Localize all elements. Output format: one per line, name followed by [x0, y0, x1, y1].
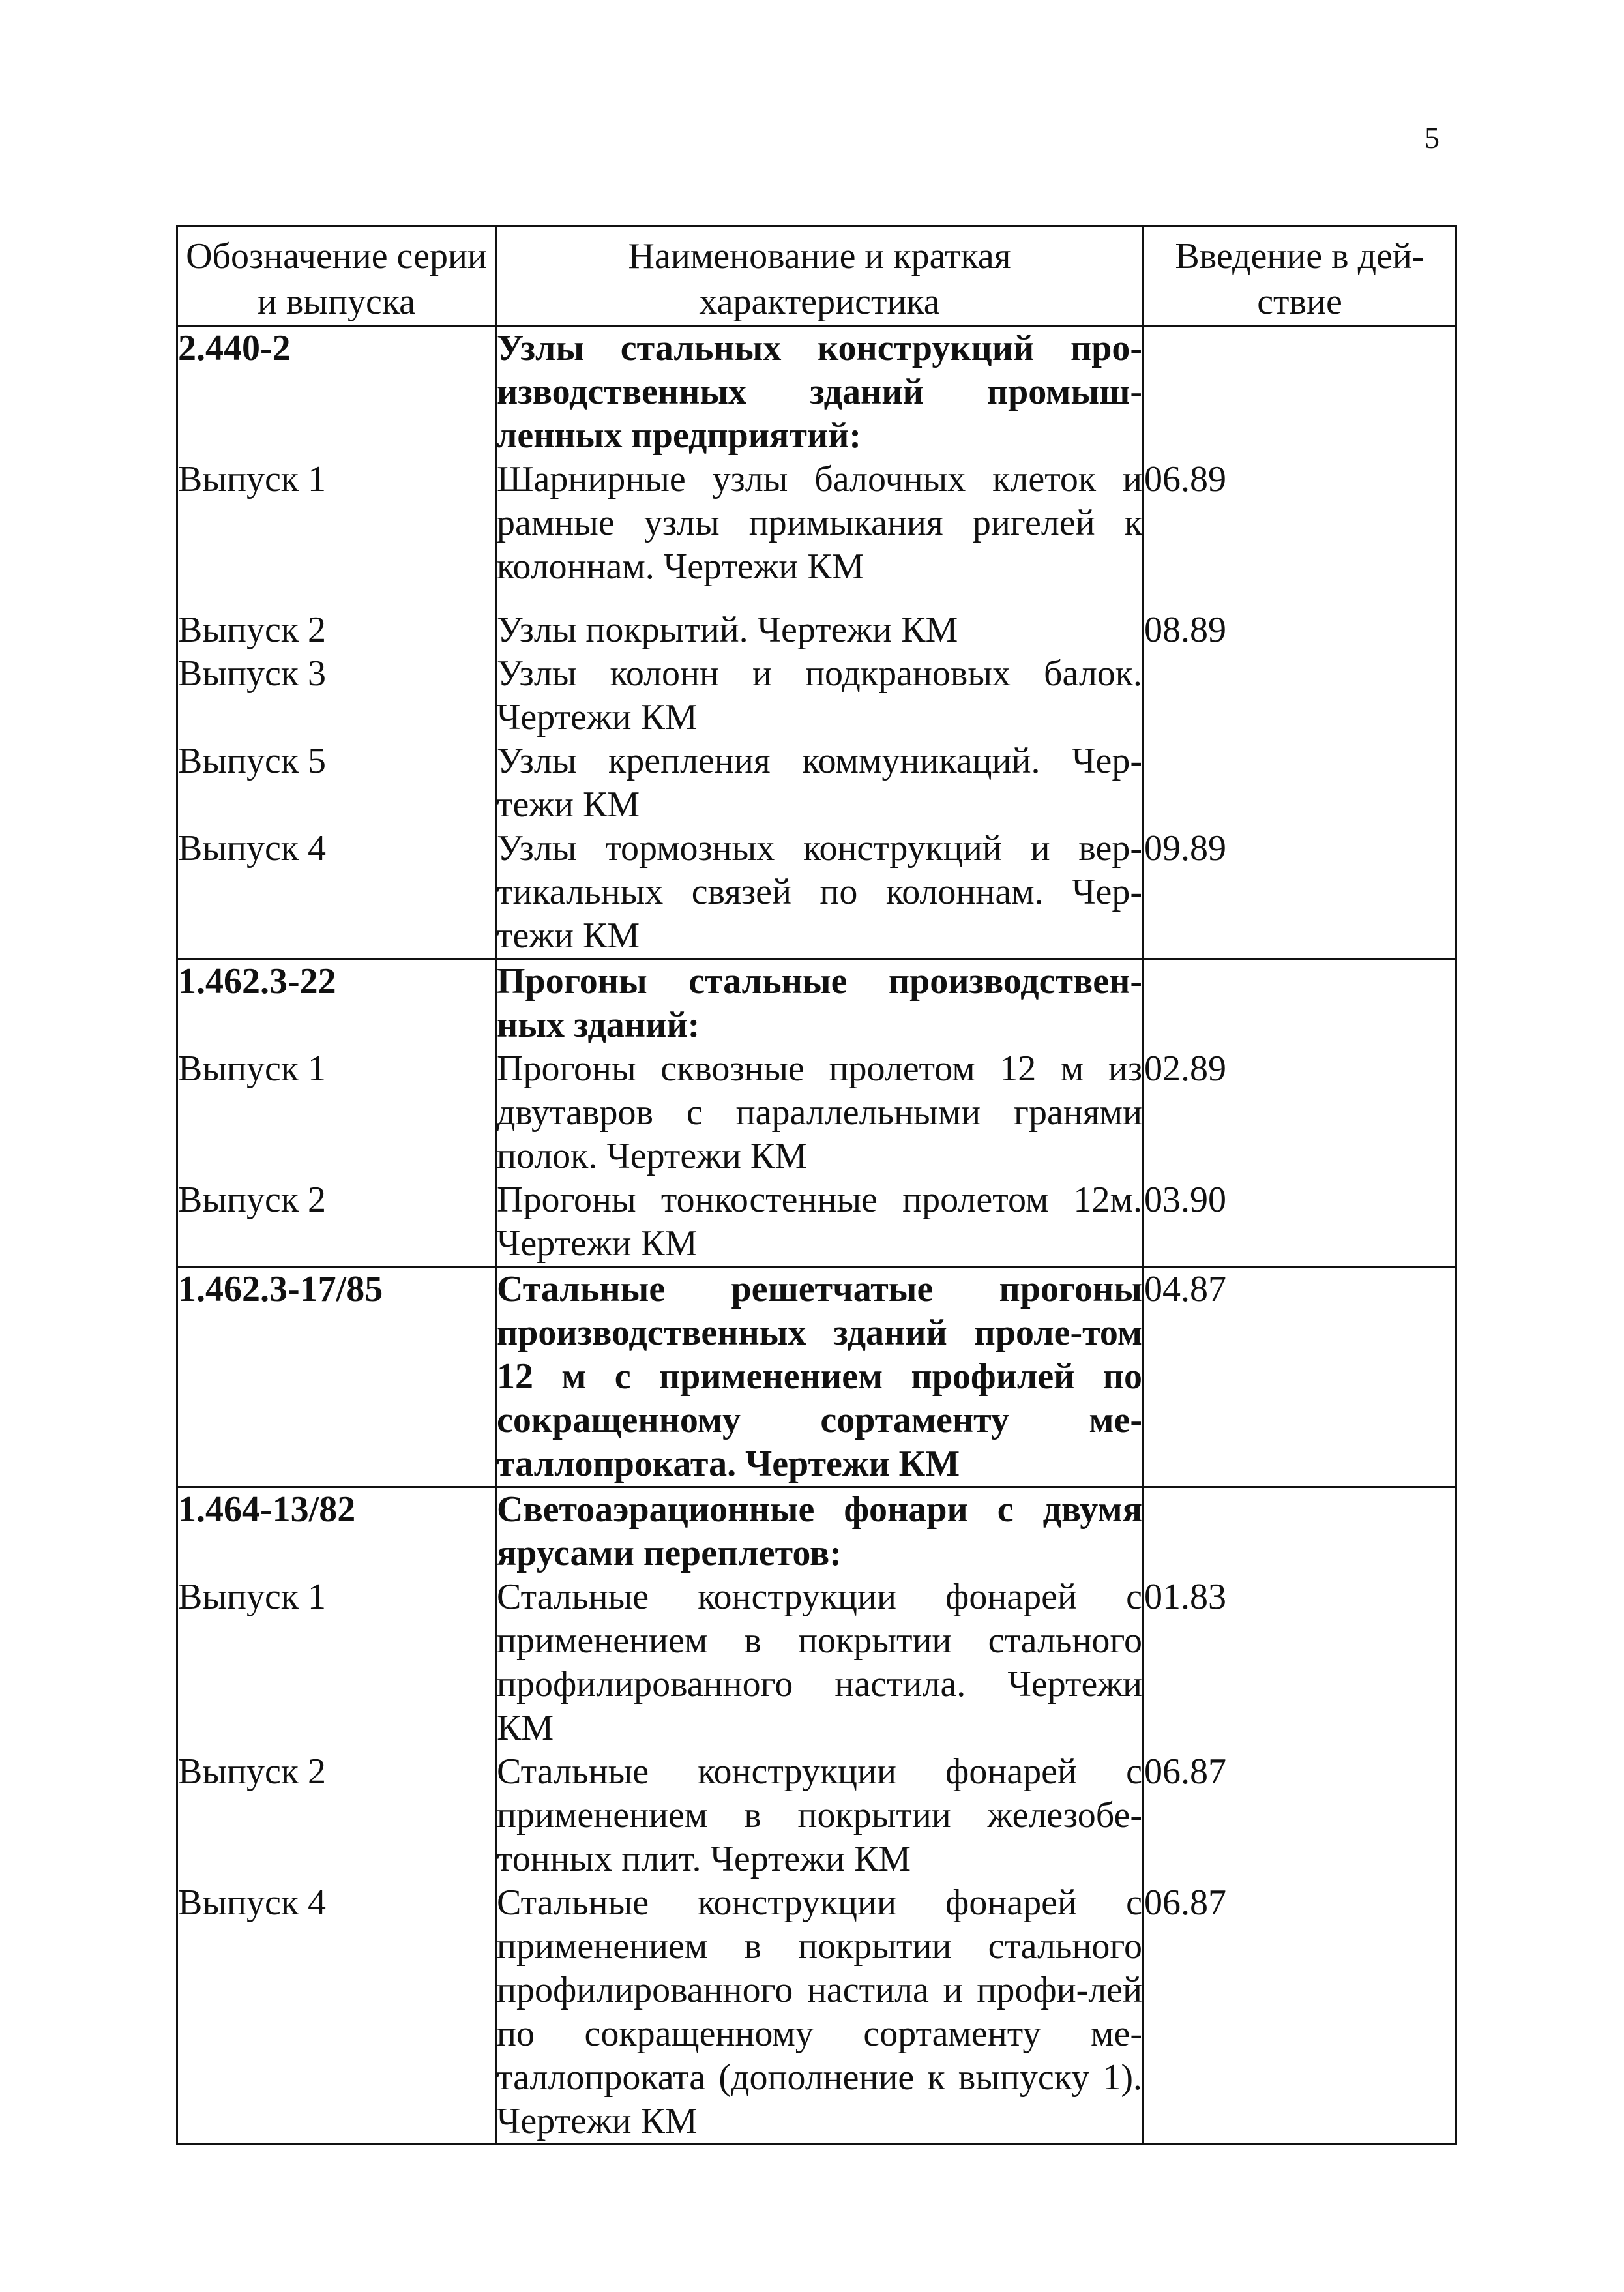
series-date: 04.87 [1144, 1267, 1456, 1487]
issue-date: 06.89 [1144, 458, 1456, 589]
issue-date [1144, 652, 1456, 739]
series-title: Светоаэрационные фонари с двумя ярусами переплетов: [497, 1489, 1142, 1573]
issue-date: 08.89 [1144, 608, 1456, 652]
series-code: 2.440-2 [178, 328, 291, 368]
issue-text: Стальные конструкции фонарей с применением в покрытии железобе-тонных плит. Чертежи КМ [496, 1750, 1144, 1881]
table-row [177, 1487, 1456, 1576]
page-number: 5 [1425, 121, 1439, 155]
series-title: Стальные решетчатые прогоны производственных зданий проле-том 12 м с применением профилей по сокращенному сортаменту ме-таллопроката. Чертежи КМ [497, 1269, 1142, 1484]
series-title: Узлы стальных конструкций про-изводственных зданий промыш-ленных предприятий: [497, 328, 1142, 456]
issue-label: Выпуск 3 [177, 652, 496, 739]
issue-label: Выпуск 1 [177, 458, 496, 589]
table-spacer [177, 589, 1456, 608]
table-row [177, 739, 1456, 827]
header-name-description: Наименование и краткая характеристика [496, 226, 1144, 326]
series-code: 1.464-13/82 [178, 1489, 356, 1530]
issue-text: Узлы покрытий. Чертежи КМ [496, 608, 1144, 652]
table-header-row [177, 226, 1456, 326]
series-table [176, 225, 1457, 2145]
issue-label: Выпуск 1 [177, 1575, 496, 1750]
table-row [177, 652, 1456, 739]
issue-label: Выпуск 4 [177, 1881, 496, 2145]
issue-text: Узлы крепления коммуникаций. Чер-тежи КМ [496, 739, 1144, 827]
issue-text: Стальные конструкции фонарей с применением в покрытии стального профилированного настила. Чертежи КМ [496, 1575, 1144, 1750]
table-row [177, 1267, 1456, 1487]
table-row [177, 1750, 1456, 1881]
table-row [177, 458, 1456, 589]
issue-label: Выпуск 5 [177, 739, 496, 827]
table-row [177, 827, 1456, 959]
issue-date: 06.87 [1144, 1881, 1456, 2145]
issue-text: Стальные конструкции фонарей с применением в покрытии стального профилированного настила и профи-лей по сокращенному сортаменту ме-таллопроката (дополнение к выпуску 1). Чертежи КМ [496, 1881, 1144, 2145]
issue-text: Прогоны тонкостенные пролетом 12м. Чертежи КМ [496, 1178, 1144, 1267]
issue-label: Выпуск 2 [177, 1750, 496, 1881]
table-row [177, 1881, 1456, 2145]
issue-label: Выпуск 1 [177, 1047, 496, 1178]
table-row [177, 608, 1456, 652]
issue-date: 02.89 [1144, 1047, 1456, 1178]
issue-date [1144, 739, 1456, 827]
issue-label: Выпуск 4 [177, 827, 496, 959]
series-code: 1.462.3-22 [178, 961, 336, 1002]
series-title: Прогоны стальные производствен-ных зданий: [497, 961, 1142, 1045]
issue-date: 03.90 [1144, 1178, 1456, 1267]
issue-text: Шарнирные узлы балочных клеток и рамные узлы примыкания ригелей к колоннам. Чертежи КМ [496, 458, 1144, 589]
issue-date: 06.87 [1144, 1750, 1456, 1881]
header-series-designation: Обозначение серии и выпуска [177, 226, 496, 326]
table-row [177, 1575, 1456, 1750]
issue-text: Узлы колонн и подкрановых балок. Чертежи КМ [496, 652, 1144, 739]
table-row [177, 959, 1456, 1048]
issue-date: 09.89 [1144, 827, 1456, 959]
series-code: 1.462.3-17/85 [178, 1269, 383, 1309]
table-row [177, 326, 1456, 458]
issue-date: 01.83 [1144, 1575, 1456, 1750]
header-effective-date: Введение в дей-ствие [1144, 226, 1456, 326]
table-row [177, 1178, 1456, 1267]
table-row [177, 1047, 1456, 1178]
issue-label: Выпуск 2 [177, 1178, 496, 1267]
issue-text: Прогоны сквозные пролетом 12 м из двутавров с параллельными гранями полок. Чертежи КМ [496, 1047, 1144, 1178]
issue-text: Узлы тормозных конструкций и вер-тикальных связей по колоннам. Чер-тежи КМ [496, 827, 1144, 959]
issue-label: Выпуск 2 [177, 608, 496, 652]
